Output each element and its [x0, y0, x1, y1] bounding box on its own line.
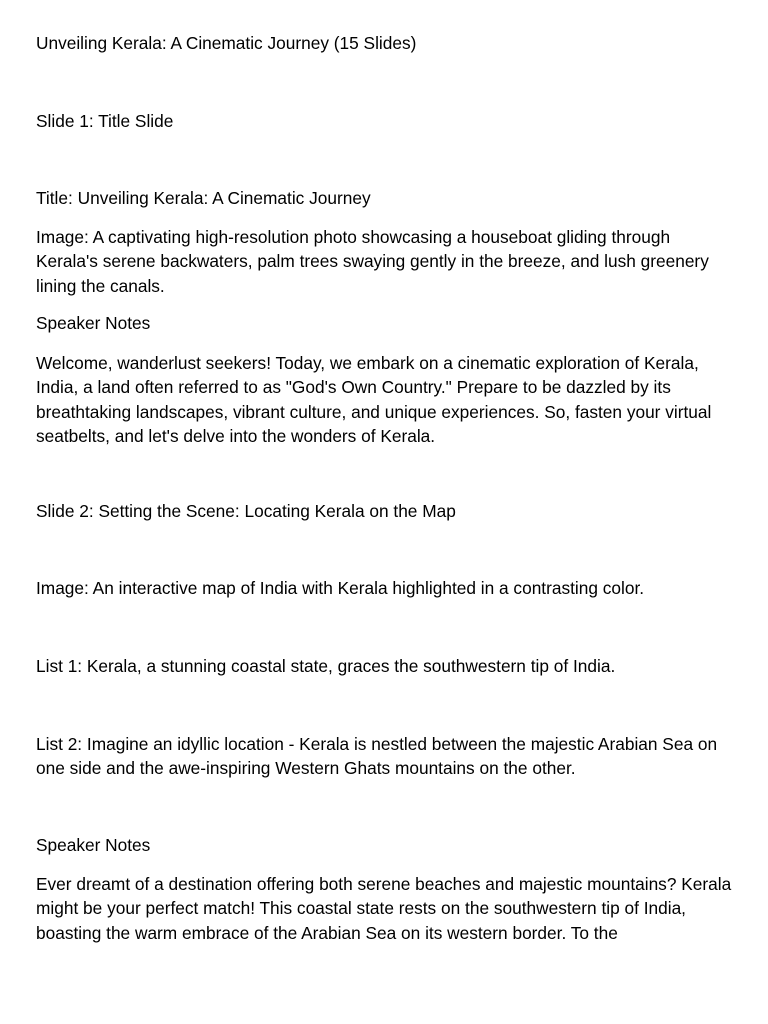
slide-2-title-line: Slide 2: Setting the Scene: Locating Kerala on the Map — [36, 501, 456, 521]
slide-2-speaker-notes: Ever dreamt of a destination offering both serene beaches and majestic mountains? Kerala might be your perfect match! This coastal state rests on the southwestern tip of India, boasting the warm embrace of the Arabian Sea on its western border. To the — [36, 874, 732, 943]
slide-1-title-line: Slide 1: Title Slide — [36, 111, 174, 131]
slide-2-list-1: List 1: Kerala, a stunning coastal state, graces the southwestern tip of India. — [36, 656, 616, 676]
slide-2-image-description: Image: An interactive map of India with Kerala highlighted in a contrasting color. — [36, 578, 645, 598]
slide-1-speaker-notes-label: Speaker Notes — [36, 313, 151, 333]
slide-1-image-description: Image: A captivating high-resolution photo showcasing a houseboat gliding through Kerala's serene backwaters, palm trees swaying gently in the breeze, and lush greenery lining the canals. — [36, 227, 709, 296]
document-heading: Unveiling Kerala: A Cinematic Journey (15 Slides) — [36, 33, 417, 53]
slide-2-speaker-notes-label: Speaker Notes — [36, 835, 151, 855]
slide-2-list-2: List 2: Imagine an idyllic location - Kerala is nestled between the majestic Arabian Sea on one side and the awe-inspiring Western Ghats mountains on the other. — [36, 734, 718, 779]
slide-1-speaker-notes: Welcome, wanderlust seekers! Today, we embark on a cinematic exploration of Kerala, India, a land often referred to as "God's Own Country." Prepare to be dazzled by its breathtaking landscapes, vibrant culture, and unique experiences. So, fasten your virtual seatbelts, and let's delve into the wonders of Kerala. — [36, 353, 712, 446]
slide-1-title: Title: Unveiling Kerala: A Cinematic Journey — [36, 188, 371, 208]
